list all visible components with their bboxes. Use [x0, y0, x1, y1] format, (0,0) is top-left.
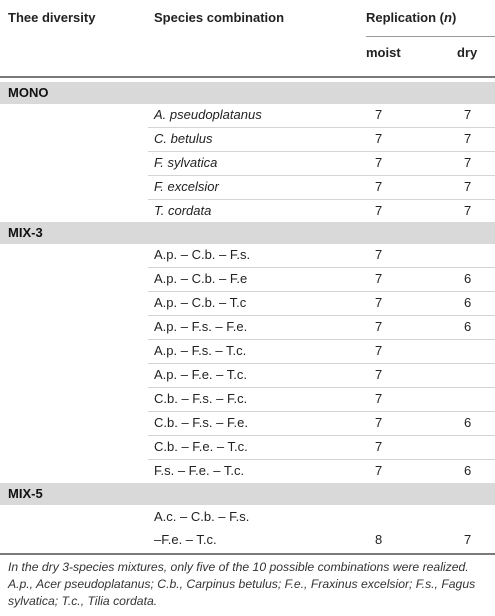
table-row	[0, 244, 495, 266]
dry-cell: 6	[464, 295, 472, 310]
species-cell: C.b. – F.s. – F.c.	[154, 391, 248, 406]
species-cell: T. cordata	[154, 203, 212, 218]
species-cell-line2: –F.e. – T.c.	[154, 532, 217, 547]
header-tree-diversity: Thee diversity	[8, 10, 96, 25]
dry-cell: 6	[464, 271, 472, 286]
group-label-mix3: MIX-3	[8, 225, 43, 240]
species-cell: A.p. – C.b. – T.c	[154, 295, 247, 310]
species-cell: A. pseudoplatanus	[154, 107, 262, 122]
group-band-mono	[0, 82, 495, 104]
table-row	[0, 364, 495, 386]
dry-cell: 7	[464, 179, 472, 194]
species-cell: F.s. – F.e. – T.c.	[154, 463, 245, 478]
moist-cell: 7	[375, 179, 383, 194]
dry-cell: 7	[464, 155, 472, 170]
dry-cell: 6	[464, 415, 472, 430]
header-replication-prefix: Replication (	[366, 10, 445, 25]
group-label-mono: MONO	[8, 85, 49, 100]
moist-cell: 7	[375, 415, 383, 430]
table-row	[0, 200, 495, 222]
species-cell-line1: A.c. – C.b. – F.s.	[154, 509, 250, 524]
moist-cell: 7	[375, 295, 383, 310]
table-row	[0, 128, 495, 150]
species-cell: C. betulus	[154, 131, 213, 146]
dry-cell: 7	[464, 131, 472, 146]
table-row	[0, 412, 495, 434]
table-row	[0, 388, 495, 410]
moist-cell: 7	[375, 203, 383, 218]
header-species-combination: Species combination	[154, 10, 285, 25]
moist-cell: 7	[375, 107, 383, 122]
moist-cell: 7	[375, 155, 383, 170]
table-row	[0, 436, 495, 458]
species-cell: C.b. – F.s. – F.e.	[154, 415, 248, 430]
moist-cell: 7	[375, 463, 383, 478]
group-label-mix5: MIX-5	[8, 486, 43, 501]
table-row	[0, 316, 495, 338]
header-replication	[366, 10, 456, 26]
table-row	[0, 176, 495, 198]
header-subrule	[366, 36, 495, 37]
group-band-mix3	[0, 222, 495, 244]
species-cell: A.p. – F.s. – F.e.	[154, 319, 248, 334]
moist-cell: 7	[375, 343, 383, 358]
table-bottom-rule	[0, 553, 495, 555]
species-cell: F. excelsior	[154, 179, 219, 194]
species-cell: C.b. – F.e. – T.c.	[154, 439, 248, 454]
table-row	[0, 506, 495, 552]
header-bottom-rule	[0, 76, 495, 78]
header-dry: dry	[457, 45, 478, 60]
dry-cell: 7	[464, 203, 472, 218]
dry-cell: 7	[464, 532, 472, 547]
moist-cell: 7	[375, 319, 383, 334]
header-moist: moist	[366, 45, 401, 60]
moist-cell: 7	[375, 367, 383, 382]
moist-cell: 8	[375, 532, 383, 547]
footnote	[8, 559, 488, 610]
table-row	[0, 104, 495, 126]
moist-cell: 7	[375, 271, 383, 286]
table-row	[0, 152, 495, 174]
header-replication-suffix: )	[451, 10, 457, 25]
moist-cell: 7	[375, 439, 383, 454]
group-band-mix5	[0, 483, 495, 505]
species-cell: A.p. – C.b. – F.s.	[154, 247, 251, 262]
table-row	[0, 292, 495, 314]
species-cell: A.p. – C.b. – F.e	[154, 271, 248, 286]
table-row	[0, 268, 495, 290]
table-row	[0, 460, 495, 482]
table-row	[0, 340, 495, 362]
moist-cell: 7	[375, 247, 383, 262]
header-replication-n: n	[444, 10, 452, 25]
dry-cell: 6	[464, 319, 472, 334]
footnote-line-2: A.p., Acer pseudoplatanus; C.b., Carpinus betulus; F.e., Fraxinus excelsior; F.s., Fagus	[8, 577, 476, 591]
species-cell: F. sylvatica	[154, 155, 218, 170]
footnote-line-3: sylvatica; T.c., Tilia cordata.	[8, 594, 158, 608]
species-cell: A.p. – F.e. – T.c.	[154, 367, 247, 382]
species-cell: A.p. – F.s. – T.c.	[154, 343, 247, 358]
footnote-line-1: In the dry 3-species mixtures, only five of the 10 possible combinations were realized.	[8, 560, 469, 574]
moist-cell: 7	[375, 131, 383, 146]
moist-cell: 7	[375, 391, 383, 406]
dry-cell: 7	[464, 107, 472, 122]
dry-cell: 6	[464, 463, 472, 478]
